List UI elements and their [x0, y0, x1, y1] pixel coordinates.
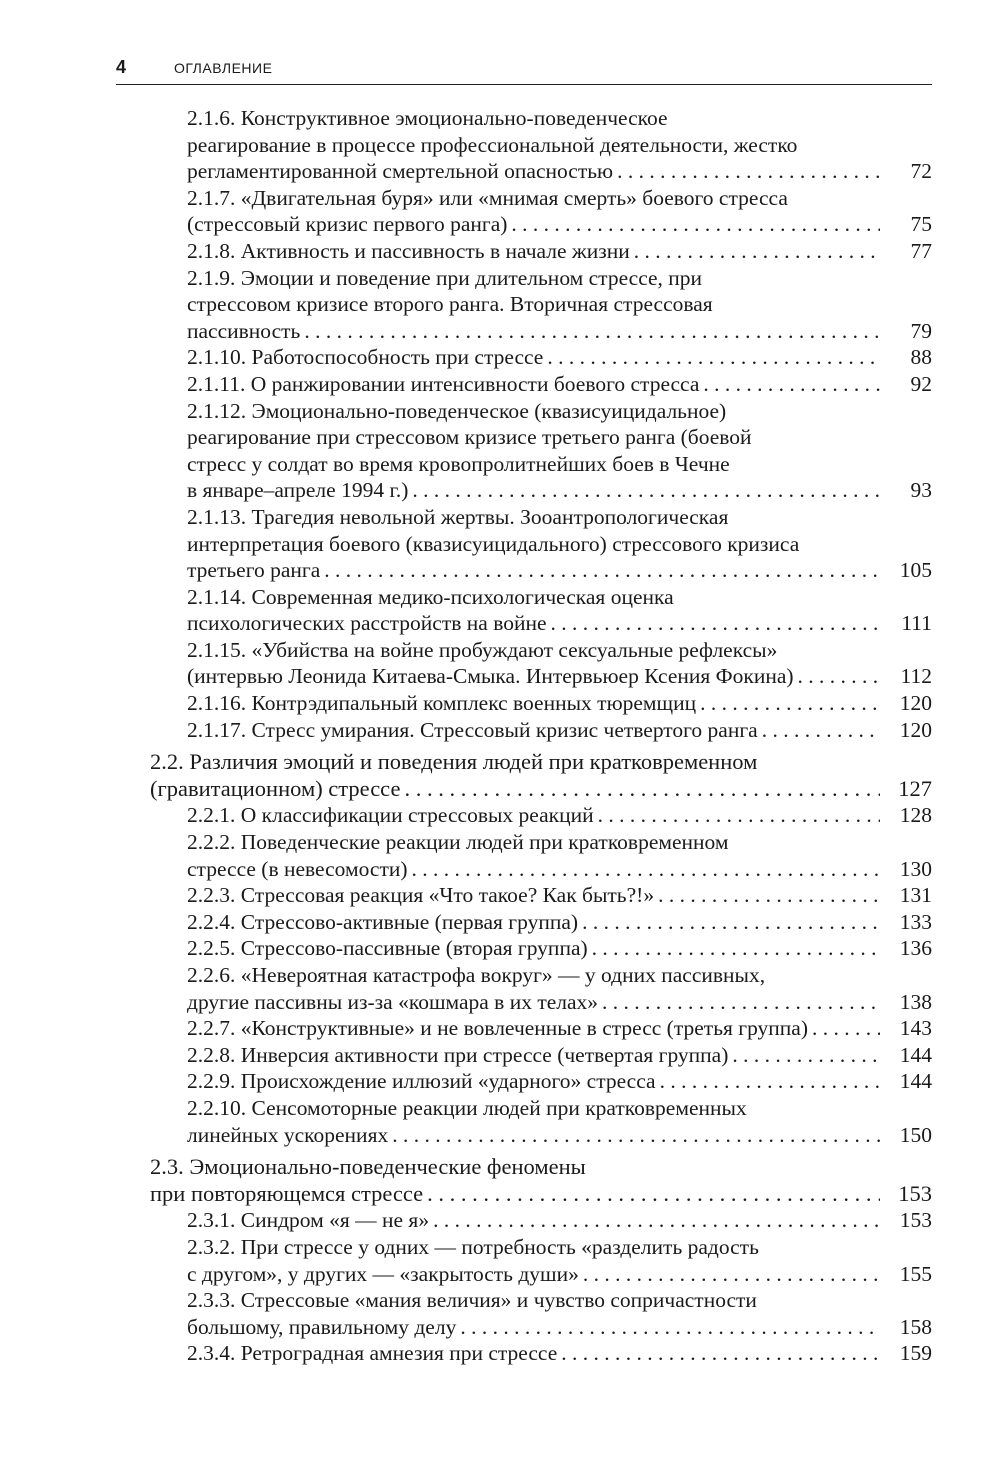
toc-section-entry — [150, 749, 932, 802]
dot-leader — [598, 802, 880, 829]
toc-entry-line: 2.3. Эмоционально-поведенческие феномены — [150, 1154, 586, 1180]
toc-section-entry — [150, 1154, 932, 1207]
toc-entry-line: большому, правильному делу — [187, 1314, 457, 1339]
toc-entry-line: 2.1.12. Эмоционально-поведенческое (квазисуицидальное) — [187, 398, 727, 423]
toc-subsection-entry — [187, 504, 932, 584]
toc-entry-last-line — [187, 238, 932, 265]
toc-page-number: 105 — [899, 558, 932, 583]
dot-leader — [762, 717, 880, 744]
toc-entry-line: регламентированной смертельной опасностью — [187, 159, 614, 184]
toc-entry-last-line — [187, 211, 932, 238]
toc-entry-line: 2.2.2. Поведенческие реакции людей при кратковременном — [187, 830, 729, 855]
toc-page-number: 79 — [910, 318, 932, 343]
toc-entry-line: 2.1.14. Современная медико-психологическая оценка — [187, 584, 674, 609]
toc-entry-last-line — [150, 1181, 932, 1208]
toc-page-number: 128 — [899, 803, 932, 828]
toc-entry-last-line — [187, 1068, 932, 1095]
toc-subsection-entry — [187, 935, 932, 962]
toc-entry-last-line — [187, 1314, 932, 1341]
toc-entry-line: пассивность — [187, 318, 301, 343]
toc-page-number: 111 — [901, 611, 932, 636]
toc-subsection-entry — [187, 1234, 932, 1287]
dot-leader — [732, 1042, 880, 1069]
toc-entry-line: реагирование при стрессовом кризисе третьего ранга (боевой — [187, 425, 752, 450]
toc-entry-last-line — [187, 1042, 932, 1069]
dot-leader — [602, 989, 880, 1016]
dot-leader — [304, 318, 880, 345]
toc-entry-last-line — [187, 717, 932, 744]
toc-subsection-entry — [187, 1287, 932, 1340]
toc-entry-line: 2.2.1. О классификации стрессовых реакций — [187, 803, 594, 828]
dot-leader — [433, 1207, 880, 1234]
toc-entry-line: 2.3.3. Стрессовые «мания величия» и чувство сопричастности — [187, 1288, 757, 1313]
toc-entry-last-line — [187, 1015, 932, 1042]
toc-page-number: 93 — [910, 478, 932, 503]
toc-subsection-entry — [187, 1095, 932, 1148]
toc-entry-last-line — [187, 610, 932, 637]
dot-leader — [812, 1015, 880, 1042]
toc-subsection-entry — [187, 637, 932, 690]
toc-entry-line: 2.1.8. Активность и пассивность в начале жизни — [187, 238, 630, 263]
dot-leader — [582, 909, 880, 936]
toc-entry-line: стрессовом кризисе второго ранга. Вторичная стрессовая — [187, 292, 713, 317]
toc-entry-last-line — [187, 557, 932, 584]
toc-page-number: 143 — [899, 1016, 932, 1041]
toc-entry-line: (интервью Леонида Китаева-Смыка. Интервьюер Ксения Фокина) — [187, 664, 794, 689]
toc-entry-line: 2.1.13. Трагедия невольной жертвы. Зооантропологическая — [187, 504, 729, 529]
toc-entry-last-line — [150, 776, 932, 803]
toc-page-number: 136 — [899, 936, 932, 961]
toc-entry-line: 2.2.9. Происхождение иллюзий «ударного» стресса — [187, 1069, 656, 1094]
toc-subsection-entry — [187, 1015, 932, 1042]
toc-entry-last-line — [187, 1261, 932, 1288]
toc-subsection-entry — [187, 690, 932, 717]
toc-page-number: 120 — [899, 717, 932, 742]
toc-entry-line: 2.2.6. «Невероятная катастрофа вокруг» — у одних пассивных, — [187, 963, 766, 987]
toc-page-number: 112 — [900, 664, 932, 689]
toc-entry-last-line — [187, 1340, 932, 1367]
toc-entry-line: в январе–апреле 1994 г.) — [187, 478, 409, 503]
toc-page-number: 155 — [899, 1261, 932, 1286]
toc-entry-line: с другом», у других — «закрытость души» — [187, 1261, 579, 1286]
dot-leader — [460, 1314, 880, 1341]
dot-leader — [660, 1068, 880, 1095]
toc-entry-line: 2.2. Различия эмоций и поведения людей при кратковременном — [150, 749, 758, 775]
toc-subsection-entry — [187, 962, 932, 1015]
toc-entry-line: 2.1.10. Работоспособность при стрессе — [187, 345, 544, 370]
toc-page-number: 77 — [910, 238, 932, 263]
toc-subsection-entry — [187, 344, 932, 371]
toc-page-number: 88 — [910, 345, 932, 370]
toc-entry-last-line — [187, 344, 932, 371]
dot-leader — [511, 211, 880, 238]
dot-leader — [634, 238, 880, 265]
toc-page-number: 92 — [910, 371, 932, 396]
dot-leader — [617, 158, 880, 185]
dot-leader — [658, 882, 880, 909]
toc-entry-line: 2.2.3. Стрессовая реакция «Что такое? Как быть?!» — [187, 883, 655, 908]
running-header — [116, 56, 932, 85]
toc-page-number: 72 — [910, 159, 932, 184]
dot-leader — [700, 690, 880, 717]
toc-page-number: 120 — [899, 691, 932, 716]
toc-entry-last-line — [187, 856, 932, 883]
toc-entry-last-line — [187, 909, 932, 936]
toc-entry-line: линейных ускорениях — [187, 1122, 389, 1147]
dot-leader — [547, 344, 880, 371]
toc-entry-line: 2.3.2. При стрессе у одних — потребность «разделить радость — [187, 1234, 759, 1259]
toc-subsection-entry — [187, 185, 932, 238]
toc-entry-last-line — [187, 158, 932, 185]
table-of-contents — [0, 105, 1000, 1367]
toc-entry-line: третьего ранга — [187, 558, 321, 583]
dot-leader — [427, 1181, 880, 1208]
dot-leader — [798, 663, 880, 690]
toc-entry-last-line — [187, 802, 932, 829]
toc-subsection-entry — [187, 882, 932, 909]
toc-entry-line: 2.1.6. Конструктивное эмоционально-поведенческое — [187, 106, 668, 130]
toc-page-number: 133 — [899, 909, 932, 934]
toc-page-number: 138 — [899, 989, 932, 1014]
toc-entry-last-line — [187, 882, 932, 909]
toc-subsection-entry — [187, 1207, 932, 1234]
toc-entry-last-line — [187, 935, 932, 962]
dot-leader — [392, 1122, 880, 1149]
toc-entry-line: стресс у солдат во время кровопролитнейших боев в Чечне — [187, 451, 730, 476]
dot-leader — [703, 371, 880, 398]
toc-subsection-entry — [187, 371, 932, 398]
toc-page-number: 127 — [898, 775, 932, 801]
dot-leader — [583, 1261, 880, 1288]
toc-entry-line: 2.3.4. Ретроградная амнезия при стрессе — [187, 1341, 558, 1366]
toc-entry-line: стрессе (в невесомости) — [187, 856, 408, 881]
toc-entry-line: 2.1.16. Контрэдипальный комплекс военных тюремщиц — [187, 691, 697, 716]
toc-page-number: 75 — [910, 212, 932, 237]
dot-leader — [404, 776, 880, 803]
toc-entry-line: психологических расстройств на войне — [187, 611, 547, 636]
toc-subsection-entry — [187, 717, 932, 744]
toc-subsection-entry — [187, 238, 932, 265]
toc-entry-line: 2.1.17. Стресс умирания. Стрессовый кризис четвертого ранга — [187, 717, 758, 742]
toc-entry-line: 2.2.4. Стрессово-активные (первая группа) — [187, 909, 579, 934]
toc-subsection-entry — [187, 584, 932, 637]
toc-entry-last-line — [187, 690, 932, 717]
toc-entry-line: 2.1.7. «Двигательная буря» или «мнимая смерть» боевого стресса — [187, 185, 788, 210]
toc-subsection-entry — [187, 398, 932, 504]
toc-subsection-entry — [187, 1042, 932, 1069]
toc-page-number: 144 — [899, 1069, 932, 1094]
running-title: ОГЛАВЛЕНИЕ — [174, 60, 273, 76]
toc-page-number: 144 — [899, 1042, 932, 1067]
dot-leader — [412, 477, 880, 504]
toc-entry-last-line — [187, 989, 932, 1016]
toc-entry-last-line — [187, 663, 932, 690]
toc-entry-last-line — [187, 1122, 932, 1149]
toc-page-number: 131 — [899, 883, 932, 908]
toc-page-number: 158 — [899, 1314, 932, 1339]
toc-entry-line: 2.1.9. Эмоции и поведение при длительном стрессе, при — [187, 265, 703, 290]
toc-entry-last-line — [187, 477, 932, 504]
toc-entry-line: другие пассивны из-за «кошмара в их телах» — [187, 989, 599, 1014]
dot-leader — [592, 935, 880, 962]
toc-subsection-entry — [187, 909, 932, 936]
toc-entry-line: (стрессовый кризис первого ранга) — [187, 212, 508, 237]
toc-entry-line: интерпретация боевого (квазисуицидального) стрессового кризиса — [187, 531, 800, 556]
toc-entry-line: 2.3.1. Синдром «я — не я» — [187, 1208, 430, 1233]
toc-entry-last-line — [187, 318, 932, 345]
toc-entry-line: (гравитационном) стрессе — [150, 775, 401, 801]
toc-entry-line: при повторяющемся стрессе — [150, 1180, 424, 1206]
toc-page-number: 153 — [899, 1208, 932, 1233]
dot-leader — [412, 856, 880, 883]
toc-page-number: 153 — [898, 1180, 932, 1206]
toc-entry-last-line — [187, 371, 932, 398]
toc-subsection-entry — [187, 1068, 932, 1095]
dot-leader — [324, 557, 880, 584]
toc-entry-last-line — [187, 1207, 932, 1234]
toc-entry-line: реагирование в процессе профессиональной деятельности, жестко — [187, 132, 798, 157]
page-number: 4 — [116, 57, 127, 77]
toc-page-number: 130 — [899, 856, 932, 881]
toc-subsection-entry — [187, 265, 932, 345]
toc-entry-line: 2.1.11. О ранжировании интенсивности боевого стресса — [187, 371, 700, 396]
toc-subsection-entry — [187, 829, 932, 882]
toc-entry-line: 2.2.7. «Конструктивные» и не вовлеченные в стресс (третья группа) — [187, 1016, 809, 1041]
toc-subsection-entry — [187, 1340, 932, 1367]
toc-entry-line: 2.2.5. Стрессово-пассивные (вторая группа) — [187, 936, 588, 961]
dot-leader — [561, 1340, 880, 1367]
toc-entry-line: 2.1.15. «Убийства на войне пробуждают сексуальные рефлексы» — [187, 637, 778, 662]
toc-entry-line: 2.2.8. Инверсия активности при стрессе (четвертая группа) — [187, 1042, 729, 1067]
toc-page-number: 159 — [899, 1341, 932, 1366]
toc-subsection-entry — [187, 802, 932, 829]
toc-entry-line: 2.2.10. Сенсомоторные реакции людей при кратковременных — [187, 1095, 747, 1120]
toc-subsection-entry — [187, 105, 932, 185]
dot-leader — [551, 610, 880, 637]
toc-page-number: 150 — [899, 1122, 932, 1147]
